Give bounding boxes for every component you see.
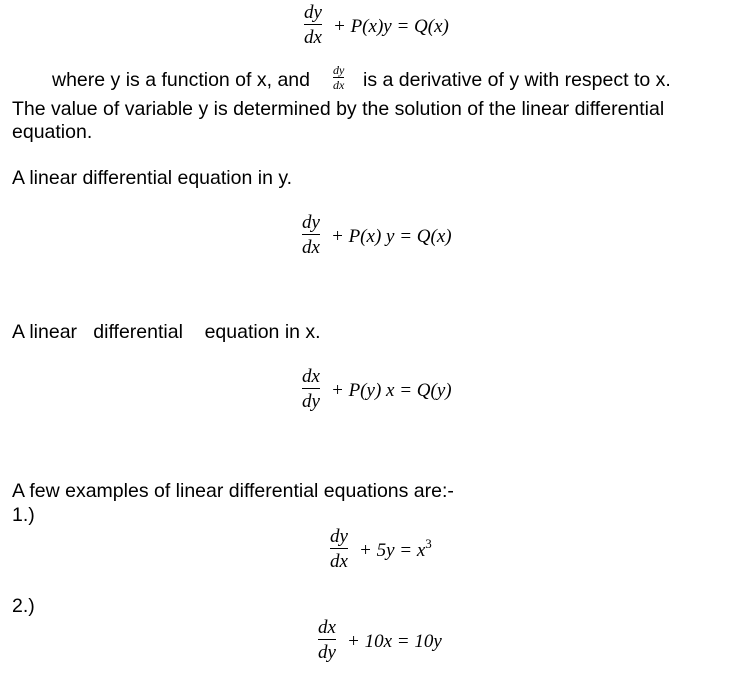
- example-2-fraction: [318, 618, 336, 662]
- example-1-exponent: 3: [425, 536, 432, 551]
- eq-x-denominator: dy: [302, 391, 320, 412]
- where-frac-numerator: dy: [333, 63, 345, 77]
- example-2-numerator: dx: [318, 617, 336, 638]
- example-1-rhs-main: + 5y = x: [359, 540, 426, 561]
- value-paragraph-line2: equation.: [12, 121, 93, 143]
- where-text-after: is a derivative of y with respect to x.: [363, 69, 671, 91]
- heading-linear-in-y: A linear differential equation in y.: [12, 167, 293, 189]
- eq-top-rhs: + P(x)y = Q(x): [333, 16, 449, 37]
- eq-x-numerator: dx: [302, 366, 320, 387]
- where-inline-fraction: [333, 64, 344, 91]
- example-1-fraction: [330, 527, 348, 571]
- example-1-denominator: dx: [330, 551, 348, 572]
- eq-top-numerator: dy: [304, 2, 322, 23]
- example-1-rhs: [359, 536, 432, 561]
- example-1-label: 1.): [12, 504, 35, 526]
- heading-linear-in-x: A linear differential equation in x.: [12, 321, 321, 343]
- eq-y-fraction: [302, 213, 320, 257]
- eq-top-denominator: dx: [304, 27, 322, 48]
- example-1-numerator: dy: [330, 526, 348, 547]
- eq-y-rhs: + P(x) y = Q(x): [331, 226, 452, 247]
- example-2-label: 2.): [12, 595, 35, 617]
- eq-x-fraction: [302, 367, 320, 411]
- eq-y-numerator: dy: [302, 212, 320, 233]
- value-paragraph-line1: The value of variable y is determined by the solution of the linear differential: [12, 98, 665, 120]
- eq-top-fraction: [304, 3, 322, 47]
- where-frac-denominator: dx: [333, 78, 345, 92]
- where-text-before: where y is a function of x, and: [52, 69, 310, 91]
- eq-y-denominator: dx: [302, 237, 320, 258]
- examples-heading: A few examples of linear differential equations are:-: [12, 480, 454, 502]
- example-2-rhs: + 10x = 10y: [347, 631, 442, 652]
- eq-x-rhs: + P(y) x = Q(y): [331, 380, 452, 401]
- example-2-denominator: dy: [318, 642, 336, 663]
